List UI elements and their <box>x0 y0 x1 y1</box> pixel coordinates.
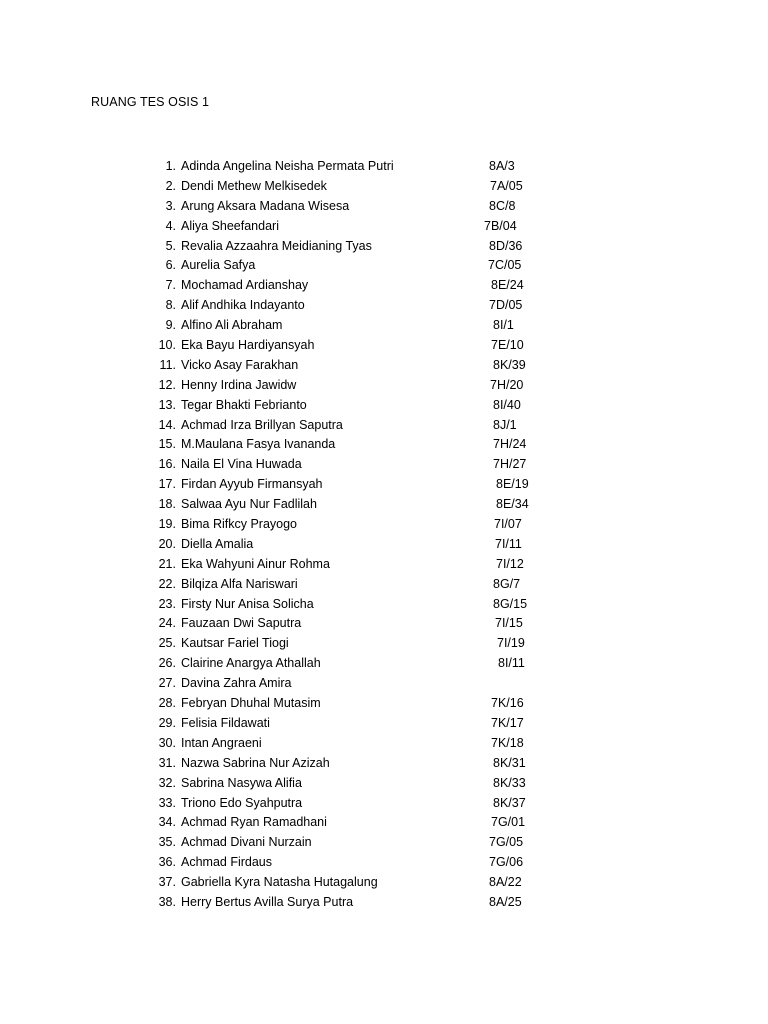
student-row <box>0 475 768 495</box>
student-name: Tegar Bhakti Febrianto <box>181 397 307 412</box>
student-class: 7I/12 <box>496 556 524 571</box>
student-name: Herry Bertus Avilla Surya Putra <box>181 894 354 909</box>
student-class: 7H/24 <box>493 437 527 452</box>
student-row <box>0 674 768 694</box>
student-number: 23. <box>158 596 176 611</box>
student-name: Achmad Ryan Ramadhani <box>181 815 327 830</box>
student-row <box>0 535 768 555</box>
student-class: 8J/1 <box>493 417 517 432</box>
student-name: Revalia Azzaahra Meidianing Tyas <box>181 238 372 253</box>
student-row <box>0 853 768 873</box>
student-class: 8G/15 <box>493 596 528 611</box>
student-name: Nazwa Sabrina Nur Azizah <box>181 755 330 770</box>
student-name: Kautsar Fariel Tiogi <box>181 636 289 651</box>
student-class: 7C/05 <box>488 258 522 273</box>
student-row <box>0 694 768 714</box>
student-row <box>0 774 768 794</box>
student-name: Henny Irdina Jawidw <box>181 377 297 392</box>
student-row <box>0 396 768 416</box>
student-class: 8I/11 <box>498 656 525 671</box>
student-number: 26. <box>158 656 176 671</box>
student-number: 6. <box>165 258 176 273</box>
student-row <box>0 734 768 754</box>
student-class: 8A/22 <box>489 875 522 890</box>
student-class: 8E/34 <box>496 497 529 512</box>
student-row <box>0 873 768 893</box>
student-name: Arung Aksara Madana Wisesa <box>181 198 350 213</box>
student-row <box>0 515 768 535</box>
student-row <box>0 276 768 296</box>
student-class: 7H/27 <box>493 457 527 472</box>
student-number: 5. <box>165 238 176 253</box>
student-class: 7A/05 <box>490 178 523 193</box>
student-number: 30. <box>158 735 176 750</box>
student-name: Firsty Nur Anisa Solicha <box>181 596 314 611</box>
student-class: 7G/06 <box>489 855 524 870</box>
student-row <box>0 634 768 654</box>
student-number: 8. <box>165 298 176 313</box>
student-name: Alfino Ali Abraham <box>181 318 283 333</box>
student-number: 18. <box>158 497 176 512</box>
student-name: Aliya Sheefandari <box>181 218 279 233</box>
student-number: 37. <box>158 875 176 890</box>
student-number: 17. <box>158 477 176 492</box>
student-number: 14. <box>158 417 176 432</box>
student-list <box>0 157 768 913</box>
student-class: 8E/24 <box>491 278 524 293</box>
student-row <box>0 296 768 316</box>
student-number: 7. <box>165 278 176 293</box>
student-number: 33. <box>158 795 176 810</box>
student-name: Adinda Angelina Neisha Permata Putri <box>181 159 394 173</box>
student-class: 8K/37 <box>493 795 526 810</box>
student-number: 27. <box>158 676 176 691</box>
student-number: 29. <box>158 715 176 730</box>
student-row <box>0 754 768 774</box>
student-name: Salwaa Ayu Nur Fadlilah <box>181 497 317 512</box>
student-name: Diella Amalia <box>181 536 254 551</box>
student-number: 19. <box>158 517 176 532</box>
student-row <box>0 455 768 475</box>
student-class: 7K/16 <box>491 696 524 711</box>
student-class: 8K/39 <box>493 357 526 372</box>
student-number: 15. <box>158 437 176 452</box>
student-class: 7B/04 <box>484 218 517 233</box>
student-name: Davina Zahra Amira <box>181 676 292 691</box>
student-name: Eka Wahyuni Ainur Rohma <box>181 556 330 571</box>
student-number: 13. <box>158 397 176 412</box>
student-row <box>0 714 768 734</box>
student-row <box>0 813 768 833</box>
student-number: 34. <box>158 815 176 830</box>
student-row <box>0 575 768 595</box>
student-number: 24. <box>158 616 176 631</box>
student-class: 7E/10 <box>491 338 524 353</box>
student-name: Mochamad Ardianshay <box>181 278 309 293</box>
student-row <box>0 416 768 436</box>
student-row <box>0 893 768 913</box>
student-number: 32. <box>158 775 176 790</box>
document-title: RUANG TES OSIS 1 <box>91 95 210 109</box>
student-number: 21. <box>158 556 176 571</box>
student-number: 31. <box>158 755 176 770</box>
student-name: Clairine Anargya Athallah <box>181 656 321 671</box>
student-number: 1. <box>165 159 176 173</box>
student-row <box>0 833 768 853</box>
student-name: Eka Bayu Hardiyansyah <box>181 338 315 353</box>
student-number: 12. <box>158 377 176 392</box>
student-row <box>0 614 768 634</box>
student-class: 8C/8 <box>489 198 516 213</box>
student-name: Naila El Vina Huwada <box>181 457 302 472</box>
student-row <box>0 197 768 217</box>
student-row <box>0 595 768 615</box>
student-class: 8A/3 <box>489 159 515 173</box>
student-class: 7I/15 <box>495 616 523 631</box>
student-number: 20. <box>158 536 176 551</box>
student-class: 8K/33 <box>493 775 526 790</box>
student-name: Bilqiza Alfa Nariswari <box>181 576 298 591</box>
student-name: Alif Andhika Indayanto <box>181 298 305 313</box>
student-class: 7G/05 <box>489 835 524 850</box>
student-row <box>0 435 768 455</box>
student-row <box>0 356 768 376</box>
student-row <box>0 256 768 276</box>
student-row <box>0 376 768 396</box>
student-name: Firdan Ayyub Firmansyah <box>181 477 323 492</box>
student-name: Sabrina Nasywa Alifia <box>181 775 302 790</box>
student-number: 16. <box>158 457 176 472</box>
student-number: 35. <box>158 835 176 850</box>
student-class: 8I/1 <box>493 318 514 333</box>
student-name: Bima Rifkcy Prayogo <box>181 517 298 532</box>
student-number: 22. <box>158 576 176 591</box>
student-class: 8K/31 <box>493 755 526 770</box>
student-name: Aurelia Safya <box>181 258 256 273</box>
student-class: 7D/05 <box>489 298 523 313</box>
student-class: 7G/01 <box>491 815 526 830</box>
student-name: Felisia Fildawati <box>181 715 270 730</box>
student-row <box>0 316 768 336</box>
student-name: M.Maulana Fasya Ivananda <box>181 437 336 452</box>
student-row <box>0 336 768 356</box>
student-class: 7K/18 <box>491 735 524 750</box>
student-row <box>0 495 768 515</box>
student-name: Gabriella Kyra Natasha Hutagalung <box>181 875 378 890</box>
student-class: 8E/19 <box>496 477 529 492</box>
student-number: 2. <box>165 178 176 193</box>
student-row <box>0 217 768 237</box>
student-class: 8I/40 <box>493 397 521 412</box>
student-name: Intan Angraeni <box>181 735 262 750</box>
student-class: 7H/20 <box>490 377 524 392</box>
student-row <box>0 237 768 257</box>
student-number: 3. <box>165 198 176 213</box>
student-number: 4. <box>165 218 176 233</box>
student-row <box>0 157 768 177</box>
student-class: 7K/17 <box>491 715 524 730</box>
student-number: 25. <box>158 636 176 651</box>
student-class: 7I/19 <box>497 636 525 651</box>
student-number: 38. <box>158 894 176 909</box>
student-class: 8A/25 <box>489 894 522 909</box>
student-name: Dendi Methew Melkisedek <box>181 178 327 193</box>
student-name: Vicko Asay Farakhan <box>181 357 299 372</box>
student-name: Achmad Irza Brillyan Saputra <box>181 417 343 432</box>
student-number: 11. <box>159 357 176 372</box>
student-number: 10. <box>158 338 176 353</box>
student-class: 7I/11 <box>495 536 522 551</box>
student-number: 9. <box>165 318 176 333</box>
student-name: Achmad Divani Nurzain <box>181 835 312 850</box>
student-class: 7I/07 <box>494 517 522 532</box>
student-name: Febryan Dhuhal Mutasim <box>181 696 321 711</box>
student-class: 8D/36 <box>489 238 523 253</box>
student-name: Achmad Firdaus <box>181 855 273 870</box>
student-row <box>0 654 768 674</box>
student-number: 28. <box>158 696 176 711</box>
student-row <box>0 794 768 814</box>
student-name: Fauzaan Dwi Saputra <box>181 616 302 631</box>
student-name: Triono Edo Syahputra <box>181 795 303 810</box>
student-class: 8G/7 <box>493 576 521 591</box>
student-row <box>0 177 768 197</box>
student-number: 36. <box>158 855 176 870</box>
student-row <box>0 555 768 575</box>
